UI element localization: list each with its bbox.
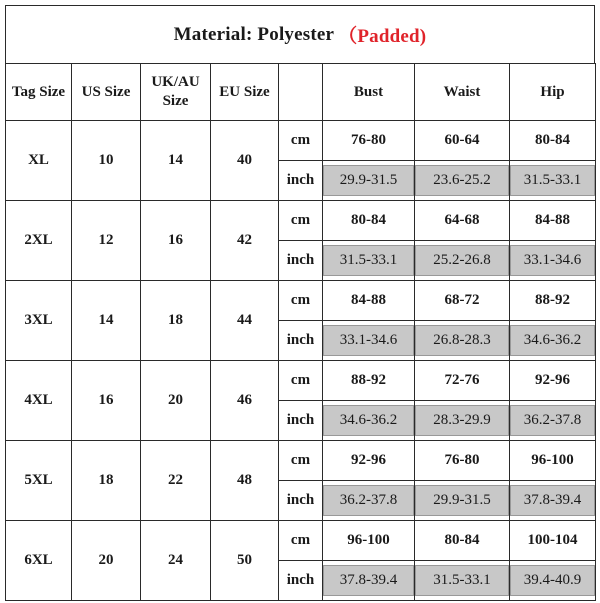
bust-inch-value: 29.9-31.5 (323, 165, 414, 196)
bust-inch-value: 37.8-39.4 (323, 565, 414, 596)
chart-title (5, 5, 595, 63)
title-material: Material: Polyester (173, 23, 335, 45)
header-hip: Hip (510, 64, 596, 121)
bust-cm-value: 80-84 (323, 201, 415, 241)
hip-cm-value: 100-104 (510, 521, 596, 561)
eu-size-cell: 50 (211, 521, 279, 601)
tag-size-cell: 6XL (6, 521, 72, 601)
unit-label-inch: inch (279, 241, 323, 281)
header-row (6, 64, 596, 121)
bust-inch-value: 33.1-34.6 (323, 325, 414, 356)
unit-label-inch: inch (279, 401, 323, 441)
hip-cm-value: 92-96 (510, 361, 596, 401)
tag-size-cell: 4XL (6, 361, 72, 441)
hip-inch-value: 34.6-36.2 (510, 325, 595, 356)
eu-size-cell: 40 (211, 121, 279, 201)
waist-inch-cell (415, 241, 510, 281)
waist-cm-value: 68-72 (415, 281, 510, 321)
waist-inch-cell (415, 161, 510, 201)
table-body (6, 121, 596, 601)
size-table (5, 63, 596, 601)
unit-label-inch: inch (279, 321, 323, 361)
waist-inch-cell (415, 481, 510, 521)
bust-inch-cell (323, 321, 415, 361)
header-tag-size: Tag Size (6, 64, 72, 121)
unit-label-inch: inch (279, 481, 323, 521)
bust-inch-value: 36.2-37.8 (323, 485, 414, 516)
us-size-cell: 16 (72, 361, 141, 441)
waist-inch-value: 25.2-26.8 (415, 245, 509, 276)
ukau-size-cell: 16 (141, 201, 211, 281)
ukau-size-cell: 24 (141, 521, 211, 601)
bust-cm-value: 96-100 (323, 521, 415, 561)
hip-inch-cell (510, 241, 596, 281)
unit-label-cm: cm (279, 121, 323, 161)
waist-cm-value: 60-64 (415, 121, 510, 161)
hip-inch-cell (510, 321, 596, 361)
waist-inch-cell (415, 401, 510, 441)
waist-inch-cell (415, 561, 510, 601)
title-padded: （Padded) (338, 26, 427, 47)
waist-cm-value: 80-84 (415, 521, 510, 561)
waist-inch-value: 23.6-25.2 (415, 165, 509, 196)
hip-inch-value: 33.1-34.6 (510, 245, 595, 276)
unit-label-cm: cm (279, 201, 323, 241)
ukau-size-cell: 22 (141, 441, 211, 521)
tag-size-cell: 5XL (6, 441, 72, 521)
hip-inch-cell (510, 481, 596, 521)
ukau-size-cell: 14 (141, 121, 211, 201)
bust-inch-cell (323, 561, 415, 601)
table-row (6, 521, 596, 561)
bust-inch-cell (323, 241, 415, 281)
hip-inch-value: 37.8-39.4 (510, 485, 595, 516)
us-size-cell: 10 (72, 121, 141, 201)
table-row (6, 281, 596, 321)
eu-size-cell: 48 (211, 441, 279, 521)
unit-label-cm: cm (279, 441, 323, 481)
eu-size-cell: 46 (211, 361, 279, 441)
unit-label-cm: cm (279, 281, 323, 321)
hip-cm-value: 84-88 (510, 201, 596, 241)
waist-inch-cell (415, 321, 510, 361)
unit-label-cm: cm (279, 361, 323, 401)
hip-cm-value: 80-84 (510, 121, 596, 161)
eu-size-cell: 44 (211, 281, 279, 361)
ukau-size-cell: 18 (141, 281, 211, 361)
bust-inch-cell (323, 161, 415, 201)
waist-inch-value: 29.9-31.5 (415, 485, 509, 516)
bust-cm-value: 76-80 (323, 121, 415, 161)
bust-inch-value: 31.5-33.1 (323, 245, 414, 276)
eu-size-cell: 42 (211, 201, 279, 281)
header-ukau-size: UK/AU Size (141, 64, 211, 121)
bust-inch-cell (323, 481, 415, 521)
waist-cm-value: 76-80 (415, 441, 510, 481)
header-us-size: US Size (72, 64, 141, 121)
bust-cm-value: 88-92 (323, 361, 415, 401)
header-eu-size: EU Size (211, 64, 279, 121)
tag-size-cell: 2XL (6, 201, 72, 281)
tag-size-cell: XL (6, 121, 72, 201)
hip-inch-value: 36.2-37.8 (510, 405, 595, 436)
ukau-size-cell: 20 (141, 361, 211, 441)
table-row (6, 201, 596, 241)
table-row (6, 361, 596, 401)
hip-cm-value: 96-100 (510, 441, 596, 481)
unit-label-inch: inch (279, 561, 323, 601)
unit-label-inch: inch (279, 161, 323, 201)
hip-inch-cell (510, 401, 596, 441)
bust-cm-value: 84-88 (323, 281, 415, 321)
waist-inch-value: 31.5-33.1 (415, 565, 509, 596)
waist-inch-value: 26.8-28.3 (415, 325, 509, 356)
tag-size-cell: 3XL (6, 281, 72, 361)
hip-cm-value: 88-92 (510, 281, 596, 321)
table-row (6, 441, 596, 481)
header-unit (279, 64, 323, 121)
hip-inch-cell (510, 561, 596, 601)
us-size-cell: 20 (72, 521, 141, 601)
waist-inch-value: 28.3-29.9 (415, 405, 509, 436)
waist-cm-value: 72-76 (415, 361, 510, 401)
us-size-cell: 14 (72, 281, 141, 361)
us-size-cell: 12 (72, 201, 141, 281)
hip-inch-cell (510, 161, 596, 201)
unit-label-cm: cm (279, 521, 323, 561)
header-waist: Waist (415, 64, 510, 121)
bust-inch-cell (323, 401, 415, 441)
us-size-cell: 18 (72, 441, 141, 521)
table-row (6, 121, 596, 161)
bust-inch-value: 34.6-36.2 (323, 405, 414, 436)
hip-inch-value: 39.4-40.9 (510, 565, 595, 596)
hip-inch-value: 31.5-33.1 (510, 165, 595, 196)
waist-cm-value: 64-68 (415, 201, 510, 241)
header-bust: Bust (323, 64, 415, 121)
bust-cm-value: 92-96 (323, 441, 415, 481)
